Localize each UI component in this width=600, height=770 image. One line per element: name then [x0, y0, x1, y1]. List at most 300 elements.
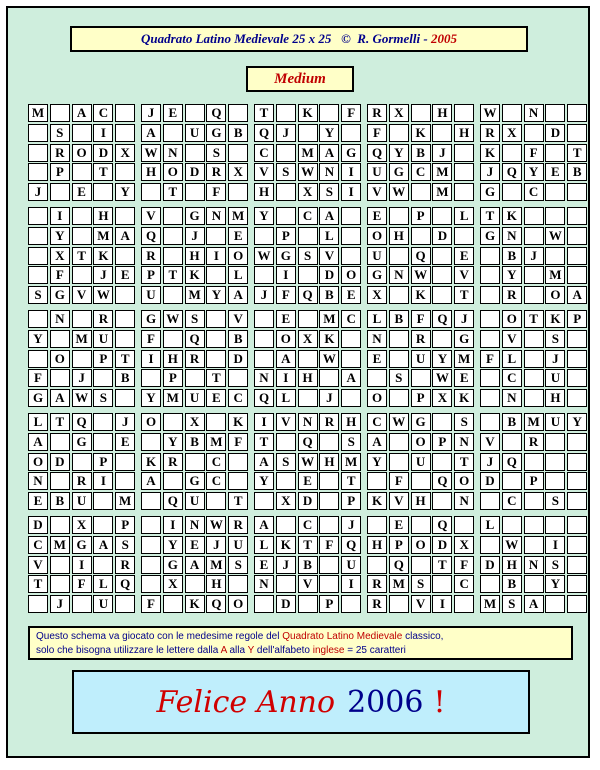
grid-cell[interactable] [524, 266, 544, 284]
grid-cell[interactable] [206, 266, 226, 284]
grid-cell[interactable] [319, 556, 339, 574]
grid-cell[interactable]: D [28, 516, 48, 534]
grid-cell[interactable] [389, 286, 409, 304]
grid-cell[interactable] [28, 144, 48, 162]
grid-cell[interactable]: M [298, 144, 318, 162]
grid-cell[interactable] [545, 516, 565, 534]
grid-cell[interactable] [50, 472, 70, 490]
grid-cell[interactable]: K [185, 266, 205, 284]
grid-cell[interactable]: G [411, 413, 431, 431]
grid-cell[interactable]: K [298, 104, 318, 122]
grid-cell[interactable]: G [163, 556, 183, 574]
grid-cell[interactable]: Q [185, 330, 205, 348]
grid-cell[interactable] [454, 516, 474, 534]
grid-cell[interactable]: T [93, 163, 113, 181]
grid-cell[interactable]: S [545, 556, 565, 574]
grid-cell[interactable] [319, 492, 339, 510]
grid-cell[interactable] [206, 492, 226, 510]
grid-cell[interactable] [185, 144, 205, 162]
grid-cell[interactable]: V [319, 247, 339, 265]
grid-cell[interactable]: H [319, 453, 339, 471]
grid-cell[interactable] [276, 472, 296, 490]
grid-cell[interactable]: Q [502, 453, 522, 471]
grid-cell[interactable] [115, 247, 135, 265]
grid-cell[interactable]: C [206, 453, 226, 471]
grid-cell[interactable]: Y [254, 472, 274, 490]
grid-cell[interactable]: O [411, 536, 431, 554]
grid-cell[interactable]: N [524, 104, 544, 122]
grid-cell[interactable]: Y [163, 536, 183, 554]
grid-cell[interactable] [502, 144, 522, 162]
grid-cell[interactable]: W [72, 389, 92, 407]
grid-cell[interactable]: Q [115, 575, 135, 593]
grid-cell[interactable]: F [141, 595, 161, 613]
grid-cell[interactable] [341, 389, 361, 407]
grid-cell[interactable] [341, 124, 361, 142]
grid-cell[interactable]: O [28, 453, 48, 471]
grid-cell[interactable] [115, 207, 135, 225]
grid-cell[interactable]: O [50, 350, 70, 368]
grid-cell[interactable]: Y [28, 330, 48, 348]
grid-cell[interactable] [163, 227, 183, 245]
grid-cell[interactable] [545, 595, 565, 613]
grid-cell[interactable] [432, 286, 452, 304]
grid-cell[interactable]: B [228, 124, 248, 142]
grid-cell[interactable]: H [454, 124, 474, 142]
grid-cell[interactable]: O [545, 286, 565, 304]
grid-cell[interactable] [502, 183, 522, 201]
grid-cell[interactable] [341, 247, 361, 265]
grid-cell[interactable]: N [367, 330, 387, 348]
grid-cell[interactable]: C [254, 144, 274, 162]
grid-cell[interactable] [185, 453, 205, 471]
grid-cell[interactable] [72, 227, 92, 245]
grid-cell[interactable]: X [298, 330, 318, 348]
grid-cell[interactable]: Q [206, 104, 226, 122]
grid-cell[interactable]: D [432, 227, 452, 245]
grid-cell[interactable] [28, 350, 48, 368]
grid-cell[interactable]: K [367, 492, 387, 510]
grid-cell[interactable]: C [93, 104, 113, 122]
grid-cell[interactable]: H [163, 350, 183, 368]
grid-cell[interactable]: Q [367, 144, 387, 162]
grid-cell[interactable] [72, 350, 92, 368]
grid-cell[interactable]: R [50, 144, 70, 162]
grid-cell[interactable]: I [276, 369, 296, 387]
grid-cell[interactable] [480, 330, 500, 348]
grid-cell[interactable] [367, 369, 387, 387]
grid-cell[interactable]: R [411, 330, 431, 348]
grid-cell[interactable]: S [206, 144, 226, 162]
grid-cell[interactable] [454, 104, 474, 122]
grid-cell[interactable]: T [454, 286, 474, 304]
grid-cell[interactable]: X [228, 163, 248, 181]
grid-cell[interactable]: S [276, 163, 296, 181]
grid-cell[interactable]: Q [141, 227, 161, 245]
grid-cell[interactable]: U [93, 330, 113, 348]
grid-cell[interactable]: Q [298, 286, 318, 304]
grid-cell[interactable]: Y [502, 266, 522, 284]
grid-cell[interactable] [319, 104, 339, 122]
grid-cell[interactable]: J [545, 350, 565, 368]
grid-cell[interactable]: G [480, 183, 500, 201]
grid-cell[interactable] [545, 183, 565, 201]
grid-cell[interactable]: R [367, 595, 387, 613]
grid-cell[interactable]: X [454, 536, 474, 554]
grid-cell[interactable] [411, 369, 431, 387]
grid-cell[interactable]: I [341, 163, 361, 181]
grid-cell[interactable]: Y [389, 144, 409, 162]
grid-cell[interactable]: G [389, 163, 409, 181]
grid-cell[interactable]: V [141, 207, 161, 225]
grid-cell[interactable]: U [72, 492, 92, 510]
grid-cell[interactable] [567, 104, 587, 122]
grid-cell[interactable]: T [28, 575, 48, 593]
grid-cell[interactable] [298, 124, 318, 142]
grid-cell[interactable] [254, 330, 274, 348]
grid-cell[interactable]: K [545, 310, 565, 328]
grid-cell[interactable]: E [298, 472, 318, 490]
grid-cell[interactable]: X [432, 389, 452, 407]
grid-cell[interactable]: L [367, 310, 387, 328]
grid-cell[interactable]: Q [389, 556, 409, 574]
grid-cell[interactable] [185, 104, 205, 122]
grid-cell[interactable]: A [228, 286, 248, 304]
grid-cell[interactable] [206, 330, 226, 348]
grid-cell[interactable] [545, 453, 565, 471]
grid-cell[interactable]: U [367, 247, 387, 265]
grid-cell[interactable] [502, 433, 522, 451]
grid-cell[interactable]: O [341, 266, 361, 284]
grid-cell[interactable]: M [50, 536, 70, 554]
grid-cell[interactable] [163, 330, 183, 348]
grid-cell[interactable] [228, 144, 248, 162]
grid-cell[interactable]: C [454, 575, 474, 593]
grid-cell[interactable]: W [319, 350, 339, 368]
grid-cell[interactable]: I [206, 247, 226, 265]
grid-cell[interactable] [524, 350, 544, 368]
grid-cell[interactable] [28, 266, 48, 284]
grid-cell[interactable] [524, 330, 544, 348]
grid-cell[interactable] [502, 516, 522, 534]
grid-cell[interactable]: I [72, 556, 92, 574]
grid-cell[interactable]: Q [432, 472, 452, 490]
grid-cell[interactable] [163, 595, 183, 613]
grid-cell[interactable]: N [389, 266, 409, 284]
grid-cell[interactable]: S [319, 183, 339, 201]
grid-cell[interactable] [228, 104, 248, 122]
grid-cell[interactable]: R [163, 453, 183, 471]
grid-cell[interactable]: V [367, 183, 387, 201]
grid-cell[interactable] [141, 369, 161, 387]
grid-cell[interactable]: S [93, 389, 113, 407]
grid-cell[interactable]: N [319, 163, 339, 181]
grid-cell[interactable]: W [389, 413, 409, 431]
grid-cell[interactable]: Y [524, 163, 544, 181]
grid-cell[interactable]: F [276, 286, 296, 304]
grid-cell[interactable] [298, 350, 318, 368]
grid-cell[interactable]: R [115, 556, 135, 574]
grid-cell[interactable] [115, 472, 135, 490]
grid-cell[interactable] [567, 183, 587, 201]
grid-cell[interactable] [163, 286, 183, 304]
grid-cell[interactable]: W [480, 104, 500, 122]
grid-cell[interactable] [545, 144, 565, 162]
grid-cell[interactable]: K [502, 207, 522, 225]
grid-cell[interactable]: F [28, 369, 48, 387]
grid-cell[interactable]: W [163, 310, 183, 328]
grid-cell[interactable]: L [254, 536, 274, 554]
grid-cell[interactable]: N [254, 575, 274, 593]
grid-cell[interactable]: S [228, 556, 248, 574]
grid-cell[interactable]: F [524, 144, 544, 162]
grid-cell[interactable]: A [524, 595, 544, 613]
grid-cell[interactable]: I [341, 183, 361, 201]
grid-cell[interactable] [319, 433, 339, 451]
grid-cell[interactable] [93, 433, 113, 451]
grid-cell[interactable]: N [502, 389, 522, 407]
grid-cell[interactable] [432, 453, 452, 471]
grid-cell[interactable]: M [524, 413, 544, 431]
grid-cell[interactable]: J [28, 183, 48, 201]
grid-cell[interactable]: W [206, 516, 226, 534]
grid-cell[interactable]: F [389, 472, 409, 490]
grid-cell[interactable]: F [454, 556, 474, 574]
grid-cell[interactable] [567, 227, 587, 245]
grid-cell[interactable]: G [72, 536, 92, 554]
grid-cell[interactable]: N [454, 433, 474, 451]
grid-cell[interactable] [228, 453, 248, 471]
grid-cell[interactable]: R [367, 104, 387, 122]
grid-cell[interactable]: E [163, 104, 183, 122]
grid-cell[interactable]: U [185, 389, 205, 407]
grid-cell[interactable]: X [389, 104, 409, 122]
grid-cell[interactable]: D [93, 144, 113, 162]
grid-cell[interactable]: R [206, 163, 226, 181]
grid-cell[interactable] [115, 453, 135, 471]
grid-cell[interactable] [454, 227, 474, 245]
grid-cell[interactable] [389, 595, 409, 613]
grid-cell[interactable]: E [341, 286, 361, 304]
grid-cell[interactable] [228, 575, 248, 593]
grid-cell[interactable]: I [276, 266, 296, 284]
grid-cell[interactable] [389, 207, 409, 225]
grid-cell[interactable]: E [545, 163, 565, 181]
grid-cell[interactable] [480, 413, 500, 431]
grid-cell[interactable]: W [254, 247, 274, 265]
grid-cell[interactable]: W [93, 286, 113, 304]
grid-cell[interactable]: Q [254, 389, 274, 407]
grid-cell[interactable]: T [567, 144, 587, 162]
grid-cell[interactable]: R [228, 516, 248, 534]
grid-cell[interactable]: H [389, 227, 409, 245]
grid-cell[interactable]: O [276, 330, 296, 348]
grid-cell[interactable] [93, 516, 113, 534]
grid-cell[interactable] [115, 389, 135, 407]
grid-cell[interactable] [115, 310, 135, 328]
grid-cell[interactable]: J [276, 556, 296, 574]
grid-cell[interactable]: H [502, 556, 522, 574]
grid-cell[interactable]: J [141, 104, 161, 122]
grid-cell[interactable]: F [141, 330, 161, 348]
grid-cell[interactable] [480, 266, 500, 284]
grid-cell[interactable]: K [185, 595, 205, 613]
grid-cell[interactable] [341, 330, 361, 348]
grid-cell[interactable] [115, 330, 135, 348]
grid-cell[interactable] [567, 472, 587, 490]
grid-cell[interactable]: A [28, 433, 48, 451]
grid-cell[interactable] [50, 433, 70, 451]
grid-cell[interactable] [567, 369, 587, 387]
grid-cell[interactable]: N [524, 556, 544, 574]
grid-cell[interactable] [50, 104, 70, 122]
grid-cell[interactable] [72, 595, 92, 613]
grid-cell[interactable]: V [254, 163, 274, 181]
grid-cell[interactable]: P [524, 472, 544, 490]
grid-cell[interactable]: H [545, 389, 565, 407]
grid-cell[interactable]: J [185, 227, 205, 245]
grid-cell[interactable]: W [141, 144, 161, 162]
grid-cell[interactable]: J [524, 247, 544, 265]
grid-cell[interactable] [93, 183, 113, 201]
grid-cell[interactable]: J [454, 310, 474, 328]
grid-cell[interactable]: J [115, 413, 135, 431]
grid-cell[interactable] [367, 516, 387, 534]
grid-cell[interactable]: U [141, 286, 161, 304]
grid-cell[interactable]: E [72, 183, 92, 201]
grid-cell[interactable]: M [93, 227, 113, 245]
grid-cell[interactable] [115, 163, 135, 181]
grid-cell[interactable]: W [432, 369, 452, 387]
grid-cell[interactable]: O [141, 413, 161, 431]
grid-cell[interactable] [389, 433, 409, 451]
grid-cell[interactable] [454, 595, 474, 613]
grid-cell[interactable] [72, 453, 92, 471]
grid-cell[interactable]: H [298, 369, 318, 387]
grid-cell[interactable] [545, 104, 565, 122]
grid-cell[interactable]: T [228, 492, 248, 510]
grid-cell[interactable]: R [480, 124, 500, 142]
grid-cell[interactable] [72, 207, 92, 225]
grid-cell[interactable]: G [367, 266, 387, 284]
grid-cell[interactable]: U [367, 163, 387, 181]
grid-cell[interactable]: D [228, 350, 248, 368]
grid-cell[interactable]: T [298, 536, 318, 554]
grid-cell[interactable]: V [389, 492, 409, 510]
grid-cell[interactable] [319, 472, 339, 490]
grid-cell[interactable]: W [411, 266, 431, 284]
grid-cell[interactable]: N [163, 144, 183, 162]
grid-cell[interactable]: R [72, 472, 92, 490]
grid-cell[interactable] [50, 183, 70, 201]
grid-cell[interactable] [389, 330, 409, 348]
grid-cell[interactable]: T [72, 247, 92, 265]
grid-cell[interactable]: T [254, 104, 274, 122]
grid-cell[interactable] [567, 266, 587, 284]
grid-cell[interactable] [206, 310, 226, 328]
grid-cell[interactable]: A [93, 536, 113, 554]
grid-cell[interactable] [206, 350, 226, 368]
grid-cell[interactable] [276, 183, 296, 201]
grid-cell[interactable]: A [254, 453, 274, 471]
grid-cell[interactable] [72, 124, 92, 142]
grid-cell[interactable]: M [545, 266, 565, 284]
grid-cell[interactable] [524, 516, 544, 534]
grid-cell[interactable] [480, 247, 500, 265]
grid-cell[interactable] [254, 350, 274, 368]
grid-cell[interactable]: C [28, 536, 48, 554]
grid-cell[interactable]: K [319, 330, 339, 348]
grid-cell[interactable]: X [276, 492, 296, 510]
grid-cell[interactable]: U [93, 595, 113, 613]
grid-cell[interactable]: N [454, 492, 474, 510]
grid-cell[interactable]: F [319, 536, 339, 554]
grid-cell[interactable] [50, 556, 70, 574]
grid-cell[interactable]: H [411, 492, 431, 510]
grid-cell[interactable]: O [367, 227, 387, 245]
grid-cell[interactable]: F [206, 183, 226, 201]
grid-cell[interactable]: N [502, 227, 522, 245]
grid-cell[interactable]: O [72, 144, 92, 162]
grid-cell[interactable]: H [341, 413, 361, 431]
grid-cell[interactable]: C [411, 163, 431, 181]
grid-cell[interactable] [163, 124, 183, 142]
grid-cell[interactable] [298, 389, 318, 407]
grid-cell[interactable]: Q [411, 247, 431, 265]
grid-cell[interactable]: A [185, 556, 205, 574]
grid-cell[interactable]: K [411, 124, 431, 142]
grid-cell[interactable] [411, 183, 431, 201]
grid-cell[interactable] [298, 310, 318, 328]
grid-cell[interactable] [567, 207, 587, 225]
grid-cell[interactable]: J [276, 124, 296, 142]
grid-cell[interactable]: B [50, 492, 70, 510]
grid-cell[interactable] [524, 227, 544, 245]
grid-cell[interactable]: D [298, 492, 318, 510]
grid-cell[interactable] [276, 207, 296, 225]
grid-cell[interactable] [254, 266, 274, 284]
grid-cell[interactable]: G [480, 227, 500, 245]
grid-cell[interactable]: T [206, 369, 226, 387]
grid-cell[interactable]: L [480, 516, 500, 534]
grid-cell[interactable] [141, 516, 161, 534]
grid-cell[interactable] [432, 492, 452, 510]
grid-cell[interactable]: S [50, 124, 70, 142]
grid-cell[interactable]: K [93, 247, 113, 265]
grid-cell[interactable]: B [389, 310, 409, 328]
grid-cell[interactable]: M [319, 310, 339, 328]
grid-cell[interactable]: E [389, 516, 409, 534]
grid-cell[interactable]: A [341, 369, 361, 387]
grid-cell[interactable]: C [341, 310, 361, 328]
grid-cell[interactable]: Y [206, 286, 226, 304]
grid-cell[interactable] [72, 163, 92, 181]
grid-cell[interactable]: K [411, 286, 431, 304]
grid-cell[interactable]: Q [72, 413, 92, 431]
grid-cell[interactable] [276, 433, 296, 451]
grid-cell[interactable]: P [50, 163, 70, 181]
grid-cell[interactable]: S [276, 453, 296, 471]
grid-cell[interactable] [432, 330, 452, 348]
grid-cell[interactable]: Y [163, 433, 183, 451]
grid-cell[interactable] [228, 472, 248, 490]
grid-cell[interactable] [28, 124, 48, 142]
grid-cell[interactable]: B [185, 433, 205, 451]
grid-cell[interactable]: I [545, 536, 565, 554]
grid-cell[interactable]: W [389, 183, 409, 201]
grid-cell[interactable]: S [545, 492, 565, 510]
grid-cell[interactable]: U [545, 413, 565, 431]
